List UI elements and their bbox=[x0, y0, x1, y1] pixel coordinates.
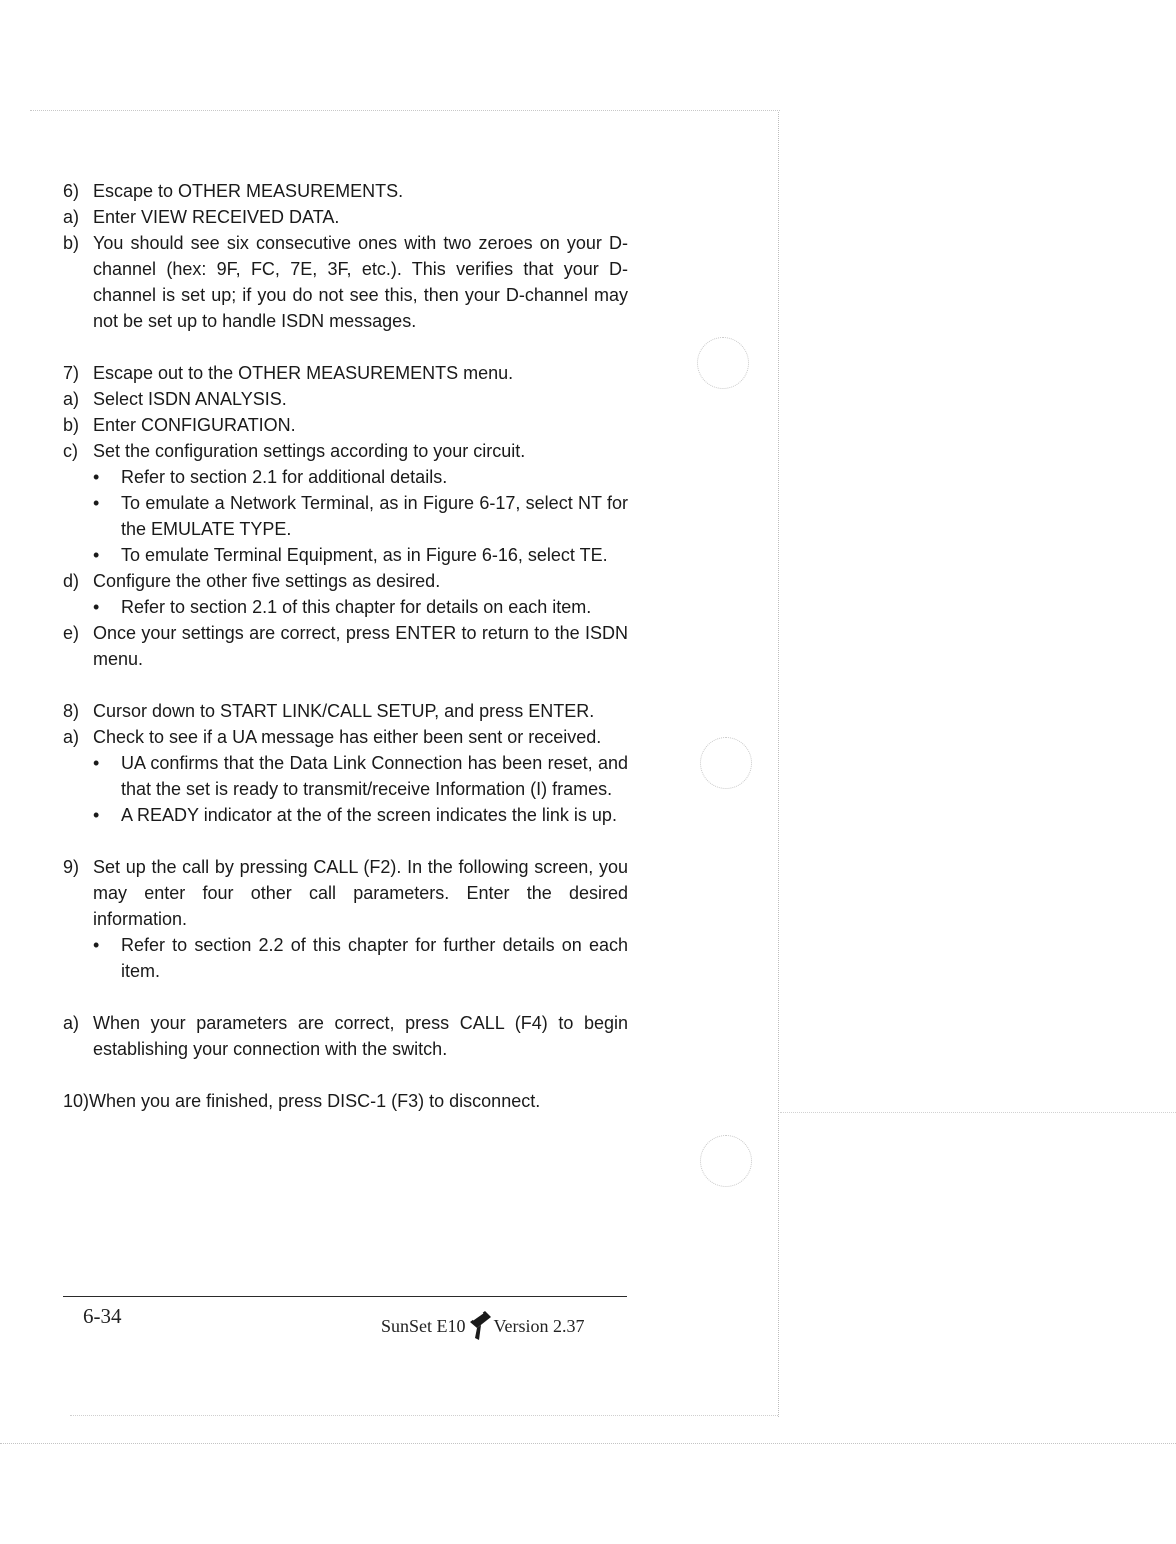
bullet-glyph: • bbox=[93, 545, 100, 565]
product-name: SunSet E10 bbox=[381, 1316, 466, 1336]
step-6b bbox=[63, 230, 628, 334]
step-7c bbox=[63, 438, 628, 464]
bullet-text: To emulate Terminal Equipment, as in Figure 6-16, select TE. bbox=[121, 545, 608, 565]
bullet-glyph: • bbox=[93, 493, 100, 513]
step-marker: 10) bbox=[63, 1091, 90, 1111]
step-6a bbox=[63, 204, 628, 230]
step-marker: 9) bbox=[63, 857, 80, 877]
substep-marker: e) bbox=[63, 623, 80, 643]
bullet-item bbox=[63, 750, 628, 802]
page-number: 6-34 bbox=[83, 1304, 122, 1328]
bullet-text: Refer to section 2.1 of this chapter for details on each item. bbox=[121, 597, 592, 617]
bullet-item bbox=[63, 802, 628, 828]
bullet-text: Refer to section 2.1 for additional details. bbox=[121, 467, 448, 487]
step-7d bbox=[63, 568, 628, 594]
step-text: Escape out to the OTHER MEASUREMENTS menu. bbox=[93, 363, 514, 383]
substep-text: Once your settings are correct, press ENTER to return to the ISDN menu. bbox=[93, 623, 628, 669]
scan-trim-line-right bbox=[778, 112, 779, 1417]
bullet-item bbox=[63, 490, 628, 542]
bullet-text: UA confirms that the Data Link Connection has been reset, and that the set is ready to transmit/receive Information (I) frames. bbox=[121, 753, 628, 799]
binder-hole-top bbox=[697, 337, 749, 389]
bullet-text: Refer to section 2.2 of this chapter for further details on each item. bbox=[121, 935, 628, 981]
footer-product-version bbox=[381, 1308, 585, 1347]
step-6 bbox=[63, 178, 628, 204]
substep-marker: d) bbox=[63, 571, 80, 591]
step-text: Escape to OTHER MEASUREMENTS. bbox=[93, 181, 404, 201]
substep-marker: b) bbox=[63, 233, 80, 253]
scan-edge-line-bottom bbox=[0, 1443, 1176, 1444]
substep-text: When your parameters are correct, press CALL (F4) to begin establishing your connection with the switch. bbox=[93, 1013, 628, 1059]
step-7a bbox=[63, 386, 628, 412]
step-text: Set up the call by pressing CALL (F2). In the following screen, you may enter four other call parameters. Enter the desired information. bbox=[93, 857, 628, 929]
binder-hole-middle bbox=[700, 737, 752, 789]
substep-text: Check to see if a UA message has either been sent or received. bbox=[93, 727, 602, 747]
step-marker: 6) bbox=[63, 181, 80, 201]
binder-hole-bottom bbox=[700, 1135, 752, 1187]
step-7e bbox=[63, 620, 628, 672]
substep-marker: a) bbox=[63, 727, 80, 747]
scan-trim-line-top bbox=[30, 110, 780, 111]
bullet-text: To emulate a Network Terminal, as in Figure 6-17, select NT for the EMULATE TYPE. bbox=[121, 493, 628, 539]
bullet-text: A READY indicator at the of the screen indicates the link is up. bbox=[121, 805, 617, 825]
bullet-glyph: • bbox=[93, 467, 100, 487]
bullet-glyph: • bbox=[93, 805, 100, 825]
bullet-item bbox=[63, 594, 628, 620]
procedure-text bbox=[63, 178, 628, 1114]
footer-rule bbox=[63, 1296, 627, 1297]
bullet-glyph: • bbox=[93, 935, 100, 955]
bullet-item bbox=[63, 542, 628, 568]
bullet-glyph: • bbox=[93, 753, 100, 773]
step-9 bbox=[63, 854, 628, 932]
substep-text: Set the configuration settings according to your circuit. bbox=[93, 441, 526, 461]
substep-marker: a) bbox=[63, 389, 80, 409]
step-9a bbox=[63, 1010, 628, 1062]
substep-text: Configure the other five settings as desired. bbox=[93, 571, 441, 591]
version-text: Version 2.37 bbox=[493, 1316, 585, 1336]
sunset-device-logo-icon bbox=[467, 1308, 493, 1347]
bullet-item bbox=[63, 932, 628, 984]
step-7b bbox=[63, 412, 628, 438]
step-text: Cursor down to START LINK/CALL SETUP, and press ENTER. bbox=[93, 701, 595, 721]
step-text: When you are finished, press DISC-1 (F3) to disconnect. bbox=[89, 1091, 541, 1111]
step-8 bbox=[63, 698, 628, 724]
step-marker: 8) bbox=[63, 701, 80, 721]
substep-text: Enter VIEW RECEIVED DATA. bbox=[93, 207, 340, 227]
substep-marker: c) bbox=[63, 441, 78, 461]
step-8a bbox=[63, 724, 628, 750]
scan-edge-line-right bbox=[780, 1112, 1176, 1113]
substep-text: Select ISDN ANALYSIS. bbox=[93, 389, 287, 409]
step-7 bbox=[63, 360, 628, 386]
substep-marker: a) bbox=[63, 1013, 80, 1033]
substep-marker: b) bbox=[63, 415, 80, 435]
bullet-item bbox=[63, 464, 628, 490]
substep-text: You should see six consecutive ones with two zeroes on your D-channel (hex: 9F, FC, 7E, 3F, etc.). This verifies that your D-channel is set up; if you do not see this, then your D-channel may not be set up to handle ISDN messages. bbox=[93, 233, 628, 331]
bullet-glyph: • bbox=[93, 597, 100, 617]
step-marker: 7) bbox=[63, 363, 80, 383]
step-10 bbox=[63, 1088, 628, 1114]
substep-marker: a) bbox=[63, 207, 80, 227]
scan-trim-line-bottom bbox=[70, 1415, 778, 1416]
substep-text: Enter CONFIGURATION. bbox=[93, 415, 296, 435]
